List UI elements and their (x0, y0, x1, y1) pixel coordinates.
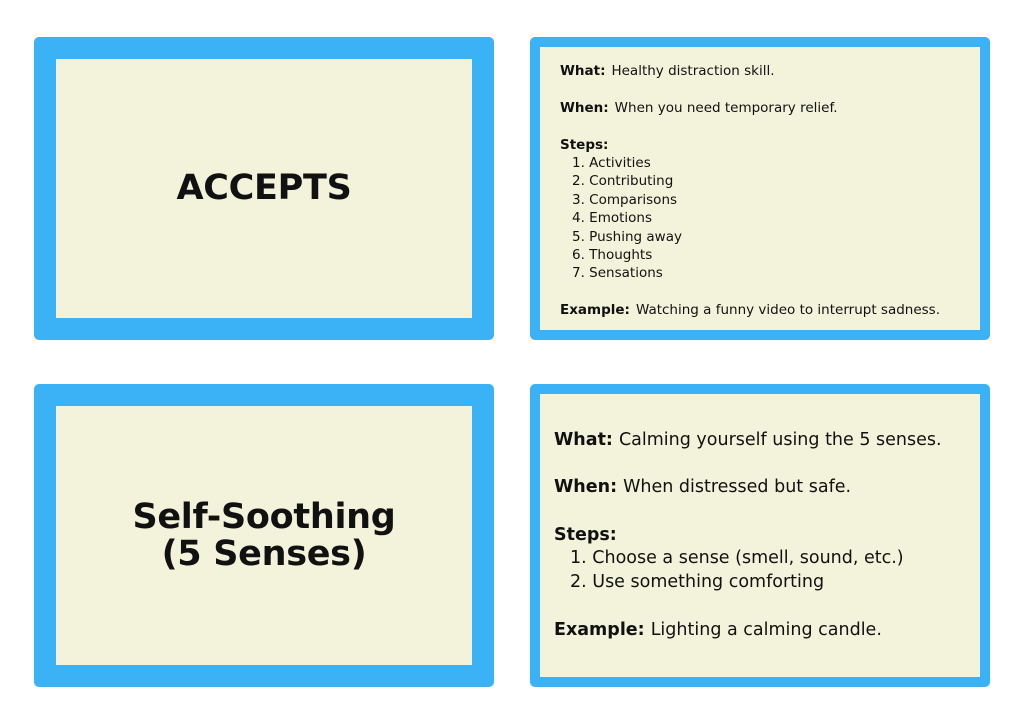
card-title-text: ACCEPTS (176, 168, 352, 208)
card-face (56, 59, 472, 318)
steps-label: Steps: (554, 524, 617, 545)
list-item: 6. Thoughts (572, 247, 653, 264)
what-row (554, 429, 966, 453)
list-item: 3. Comparisons (572, 191, 678, 208)
example-label: Example: (554, 619, 645, 640)
what-label: What: (554, 430, 613, 450)
card-details (540, 47, 980, 330)
card-self-soothing-front (34, 384, 494, 687)
list-item: 1. Activities (572, 155, 651, 171)
steps-label: Steps: (560, 136, 609, 153)
steps-list (554, 547, 966, 594)
list-item: 5. Pushing away (572, 228, 682, 245)
card-title-line-2: (5 Senses) (161, 533, 367, 574)
what-text: Calming yourself using the 5 senses. (618, 430, 942, 450)
what-text: Healthy distraction skill. (611, 63, 775, 79)
when-row (560, 99, 960, 117)
example-row (554, 619, 966, 643)
example-label: Example: (560, 302, 630, 319)
card-details (540, 394, 980, 677)
example-text: Lighting a calming candle. (650, 619, 882, 640)
when-text: When you need temporary relief. (614, 99, 838, 116)
example-text: Watching a funny video to interrupt sadness. (635, 302, 940, 319)
list-item: 4. Emotions (572, 210, 653, 227)
list-item: 2. Use something comforting (570, 572, 825, 593)
card-title (56, 406, 472, 665)
when-text: When distressed but safe. (623, 477, 852, 498)
card-self-soothing-back (530, 384, 990, 687)
steps-row (560, 136, 960, 154)
what-label: What: (560, 63, 606, 79)
list-item: 1. Choose a sense (smell, sound, etc.) (570, 548, 904, 569)
steps-list (560, 154, 960, 283)
example-row (560, 301, 960, 319)
when-row (554, 476, 966, 500)
card-accepts-front (34, 37, 494, 340)
when-label: When: (560, 99, 609, 116)
card-accepts-back (530, 37, 990, 340)
list-item: 2. Contributing (572, 173, 674, 190)
what-row (560, 62, 960, 80)
steps-row (554, 524, 966, 548)
card-face (56, 406, 472, 665)
list-item: 7. Sensations (572, 265, 663, 282)
card-title (56, 59, 472, 318)
card-title-line-1: Self-Soothing (132, 496, 396, 537)
when-label: When: (554, 477, 618, 498)
